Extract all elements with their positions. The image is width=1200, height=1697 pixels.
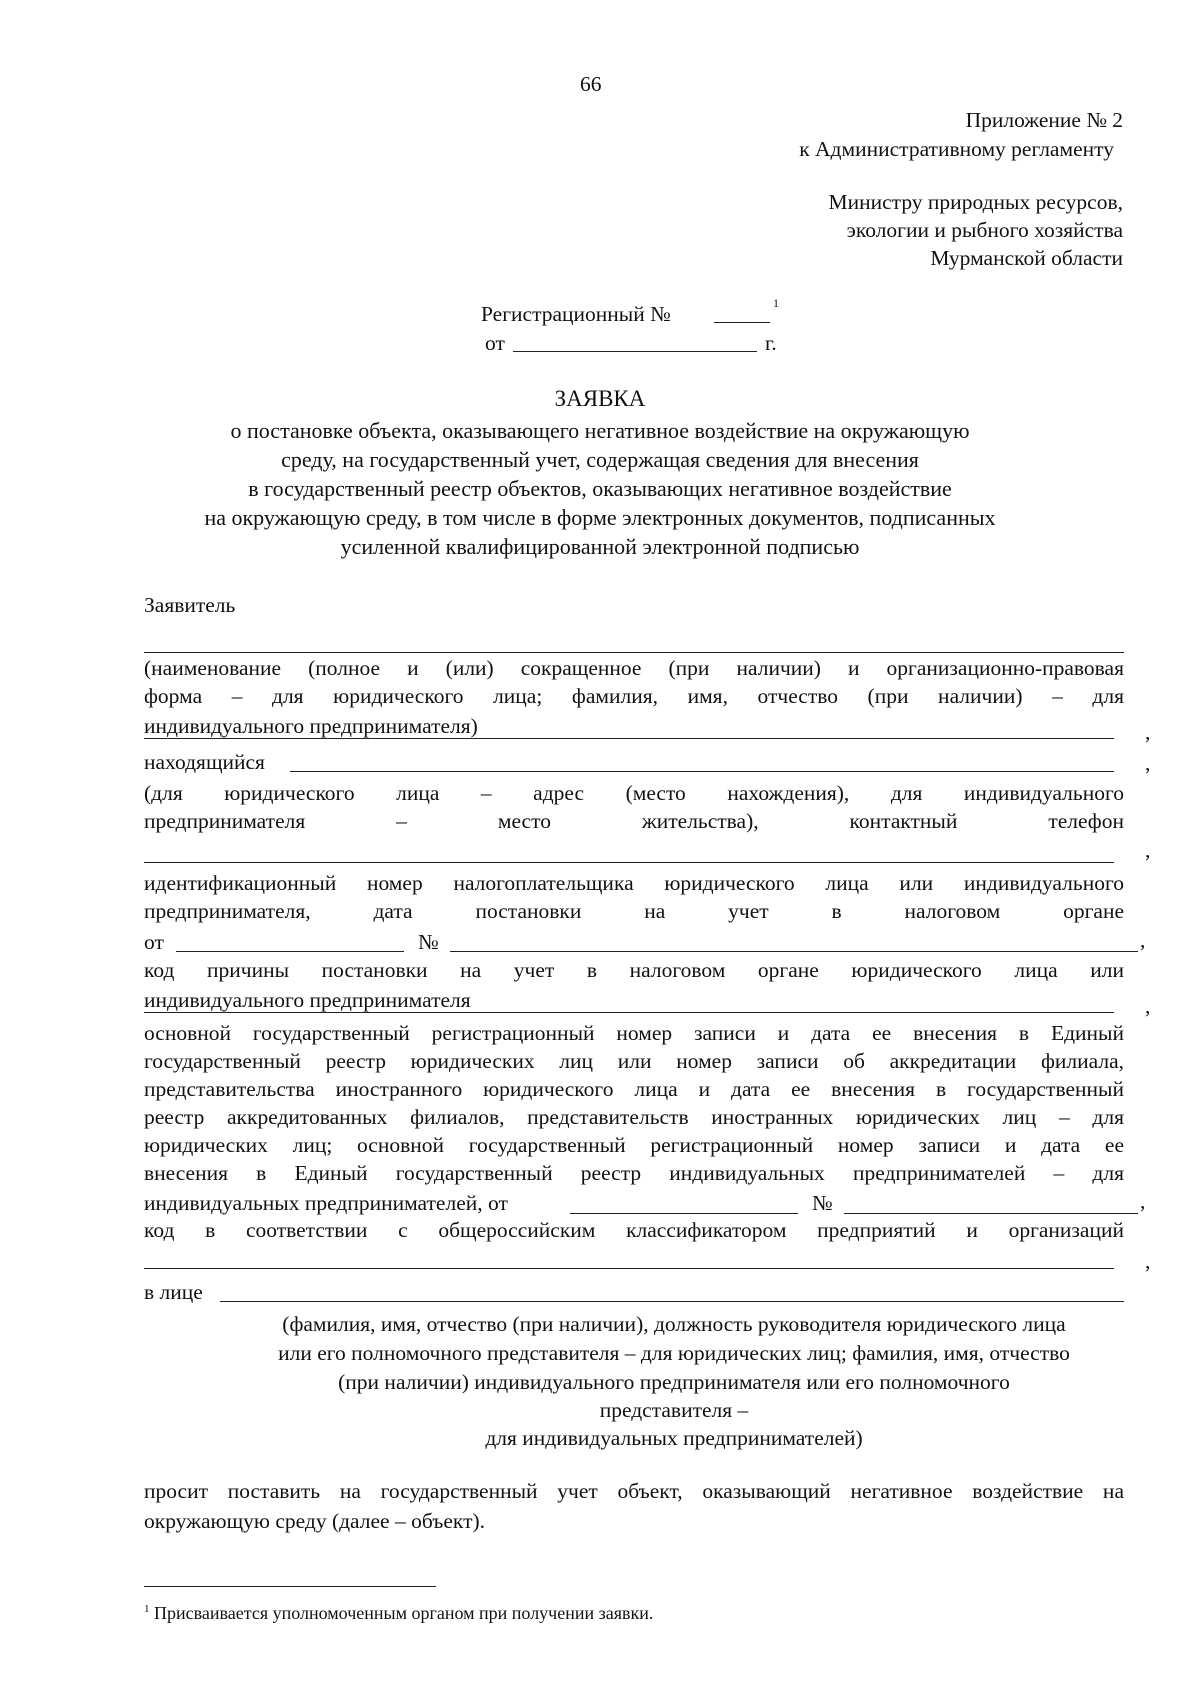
appendix-title: Приложение № 2: [965, 108, 1123, 132]
okpo-field[interactable]: [144, 1268, 1114, 1269]
addressee-line-1: Министру природных ресурсов,: [828, 190, 1123, 214]
comma: ,: [1145, 720, 1151, 744]
title-line-1: о постановке объекта, оказывающего негативное воздействие на окружающую: [230, 418, 970, 443]
name-caption-line-3: индивидуального предпринимателя): [144, 714, 478, 738]
representative-caption-line-1: (фамилия, имя, отчество (при наличии), должность руководителя юридического лица: [282, 1312, 1066, 1336]
comma: ,: [1145, 751, 1151, 775]
request-line-2: окружающую среду (далее – объект).: [144, 1509, 485, 1533]
addressee-line-2: экологии и рыбного хозяйства: [846, 218, 1123, 242]
appendix-reference: к Административному регламенту: [799, 137, 1114, 161]
title-line-4: на окружающую среду, в том числе в форме электронных документов, подписанных: [204, 505, 996, 530]
registration-from-label: от: [485, 331, 505, 355]
inn-number-sign: №: [418, 930, 439, 954]
applicant-label: Заявитель: [144, 593, 236, 617]
ogrn-caption-line-2: государственный реестр юридических лиц или номер записи об аккредитации филиала,: [144, 1049, 1124, 1073]
address-phone-field[interactable]: [144, 862, 1114, 863]
footnote-separator: [144, 1586, 436, 1587]
representative-caption-line-4: представителя –: [599, 1398, 749, 1422]
address-caption-line-2: предпринимателя – место жительства), контактный телефон: [144, 809, 1124, 833]
name-caption-line-1: (наименование (полное и (или) сокращенное (при наличии) и организационно-правовая: [144, 656, 1124, 680]
located-label: находящийся: [144, 750, 265, 774]
ogrn-caption-line-5: юридических лиц; основной государственный регистрационный номер записи и дата ее: [144, 1133, 1124, 1157]
comma: ,: [1140, 1189, 1146, 1213]
representative-field[interactable]: [220, 1301, 1124, 1302]
registration-label: Регистрационный №: [481, 302, 671, 326]
ogrn-caption-line-6: внесения в Единый государственный реестр индивидуальных предпринимателей – для: [144, 1161, 1124, 1185]
document-title: ЗАЯВКА: [554, 386, 646, 411]
comma: ,: [1145, 838, 1151, 862]
inn-date-field[interactable]: [176, 951, 404, 952]
registration-year-suffix: г.: [765, 331, 777, 355]
footnote-reference: 1: [773, 296, 779, 310]
ogrn-caption-line-1: основной государственный регистрационный номер записи и дата ее внесения в Единый: [144, 1021, 1124, 1045]
representative-caption-line-2: или его полномочного представителя – для юридических лиц; фамилия, имя, отчество: [278, 1341, 1070, 1365]
footnote: [144, 1603, 653, 1624]
address-field[interactable]: [290, 771, 1114, 772]
ogrn-number-sign: №: [812, 1191, 833, 1215]
applicant-name-field[interactable]: [144, 652, 1124, 653]
representative-caption-line-3: (при наличии) индивидуального предпринимателя или его полномочного: [338, 1370, 1010, 1394]
in-person-label: в лице: [144, 1280, 203, 1304]
okpo-caption-line: код в соответствии с общероссийским классификатором предприятий и организаций: [144, 1218, 1124, 1242]
request-line-1: просит поставить на государственный учет объект, оказывающий негативное воздействие на: [144, 1479, 1124, 1503]
inn-from-label: от: [144, 930, 164, 954]
comma: ,: [1145, 1249, 1151, 1273]
ogrn-caption-line-4: реестр аккредитованных филиалов, представительств иностранных юридических лиц – для: [144, 1105, 1124, 1129]
representative-caption-line-5: для индивидуальных предпринимателей): [485, 1426, 863, 1450]
comma: ,: [1140, 928, 1146, 952]
inn-caption-line-1: идентификационный номер налогоплательщика юридического лица или индивидуального: [144, 871, 1124, 895]
ogrn-number-field[interactable]: [844, 1213, 1138, 1214]
kpp-caption-line-1: код причины постановки на учет в налоговом органе юридического лица или: [144, 958, 1124, 982]
registration-number-field[interactable]: [714, 322, 770, 323]
name-caption-line-2: форма – для юридического лица; фамилия, имя, отчество (при наличии) – для: [144, 684, 1124, 708]
footnote-text: Присваивается уполномоченным органом при получении заявки.: [154, 1603, 654, 1623]
inn-number-field[interactable]: [450, 951, 1138, 952]
comma: ,: [1145, 994, 1151, 1018]
title-line-3: в государственный реестр объектов, оказывающих негативное воздействие: [248, 476, 952, 501]
ogrn-caption-line-3: представительства иностранного юридического лица и дата ее внесения в государственный: [144, 1077, 1124, 1101]
ogrn-caption-line-7: индивидуальных предпринимателей, от: [144, 1191, 508, 1215]
page-number: 66: [580, 72, 602, 96]
ogrn-date-field[interactable]: [570, 1213, 798, 1214]
title-line-5: усиленной квалифицированной электронной подписью: [340, 534, 860, 559]
footnote-mark: 1: [144, 1603, 150, 1615]
kpp-field[interactable]: [144, 1012, 1114, 1013]
registration-date-field[interactable]: [513, 351, 757, 352]
kpp-caption-line-2: индивидуального предпринимателя: [144, 988, 471, 1012]
inn-caption-line-2: предпринимателя, дата постановки на учет в налоговом органе: [144, 899, 1124, 923]
address-caption-line-1: (для юридического лица – адрес (место нахождения), для индивидуального: [144, 781, 1124, 805]
addressee-line-3: Мурманской области: [930, 246, 1123, 270]
title-line-2: среду, на государственный учет, содержащая сведения для внесения: [281, 447, 919, 472]
name-underline[interactable]: [144, 738, 1114, 739]
